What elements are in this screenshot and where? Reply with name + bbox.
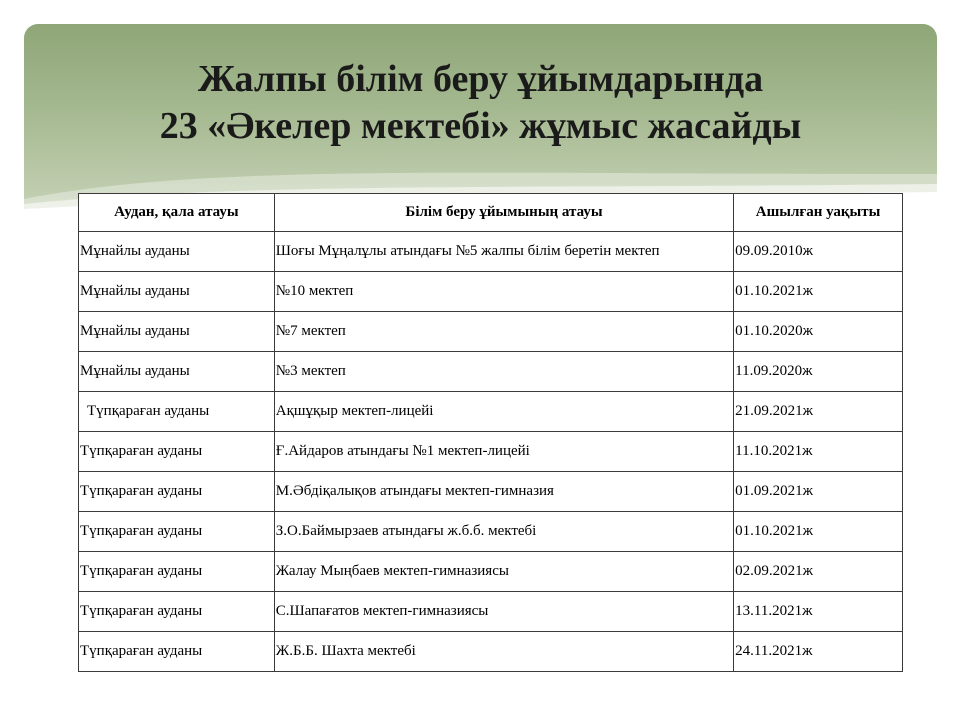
table-row	[79, 632, 903, 672]
cell-date: 11.10.2021ж	[734, 432, 903, 472]
table-row	[79, 392, 903, 432]
title-line-1: Жалпы білім беру ұйымдарында	[197, 58, 764, 100]
title-line-2: 23 «Әкелер мектебі» жұмыс жасайды	[159, 105, 802, 147]
cell-school: №3 мектеп	[274, 352, 733, 392]
cell-date: 21.09.2021ж	[734, 392, 903, 432]
cell-school: №7 мектеп	[274, 312, 733, 352]
cell-district: Түпқараған ауданы	[79, 472, 275, 512]
cell-date: 11.09.2020ж	[734, 352, 903, 392]
cell-district: Түпқараған ауданы	[79, 632, 275, 672]
cell-date: 24.11.2021ж	[734, 632, 903, 672]
cell-district: Мұнайлы ауданы	[79, 352, 275, 392]
page-title	[24, 56, 937, 150]
cell-school: Ғ.Айдаров атындағы №1 мектеп-лицейі	[274, 432, 733, 472]
cell-district: Мұнайлы ауданы	[79, 312, 275, 352]
cell-date: 01.10.2020ж	[734, 312, 903, 352]
table-header-row	[79, 194, 903, 232]
cell-district: Түпқараған ауданы	[79, 552, 275, 592]
cell-district: Түпқараған ауданы	[79, 592, 275, 632]
cell-date: 13.11.2021ж	[734, 592, 903, 632]
header-school: Білім беру ұйымының атауы	[274, 194, 733, 232]
table-row	[79, 352, 903, 392]
cell-school: Ж.Б.Б. Шахта мектебі	[274, 632, 733, 672]
table-row	[79, 432, 903, 472]
table-row	[79, 552, 903, 592]
cell-district: Түпқараған ауданы	[79, 432, 275, 472]
cell-school: Жалау Мыңбаев мектеп-гимназиясы	[274, 552, 733, 592]
cell-district: Түпқараған ауданы	[79, 512, 275, 552]
cell-date: 01.09.2021ж	[734, 472, 903, 512]
cell-school: Ақшұқыр мектеп-лицейі	[274, 392, 733, 432]
table-row	[79, 512, 903, 552]
cell-date: 01.10.2021ж	[734, 272, 903, 312]
header-district: Аудан, қала атауы	[79, 194, 275, 232]
cell-school: №10 мектеп	[274, 272, 733, 312]
cell-date: 01.10.2021ж	[734, 512, 903, 552]
cell-district: Түпқараған ауданы	[79, 392, 275, 432]
cell-school: Шоғы Мұңалұлы атындағы №5 жалпы білім беретін мектеп	[274, 232, 733, 272]
table-row	[79, 472, 903, 512]
table-row	[79, 592, 903, 632]
cell-date: 02.09.2021ж	[734, 552, 903, 592]
cell-district: Мұнайлы ауданы	[79, 272, 275, 312]
cell-school: М.Әбдіқалықов атындағы мектеп-гимназия	[274, 472, 733, 512]
table-row	[79, 312, 903, 352]
table-row	[79, 272, 903, 312]
cell-district: Мұнайлы ауданы	[79, 232, 275, 272]
schools-table	[78, 193, 903, 672]
cell-school: С.Шапағатов мектеп-гимназиясы	[274, 592, 733, 632]
cell-school: З.О.Баймырзаев атындағы ж.б.б. мектебі	[274, 512, 733, 552]
header-date: Ашылған уақыты	[734, 194, 903, 232]
cell-date: 09.09.2010ж	[734, 232, 903, 272]
table-row	[79, 232, 903, 272]
